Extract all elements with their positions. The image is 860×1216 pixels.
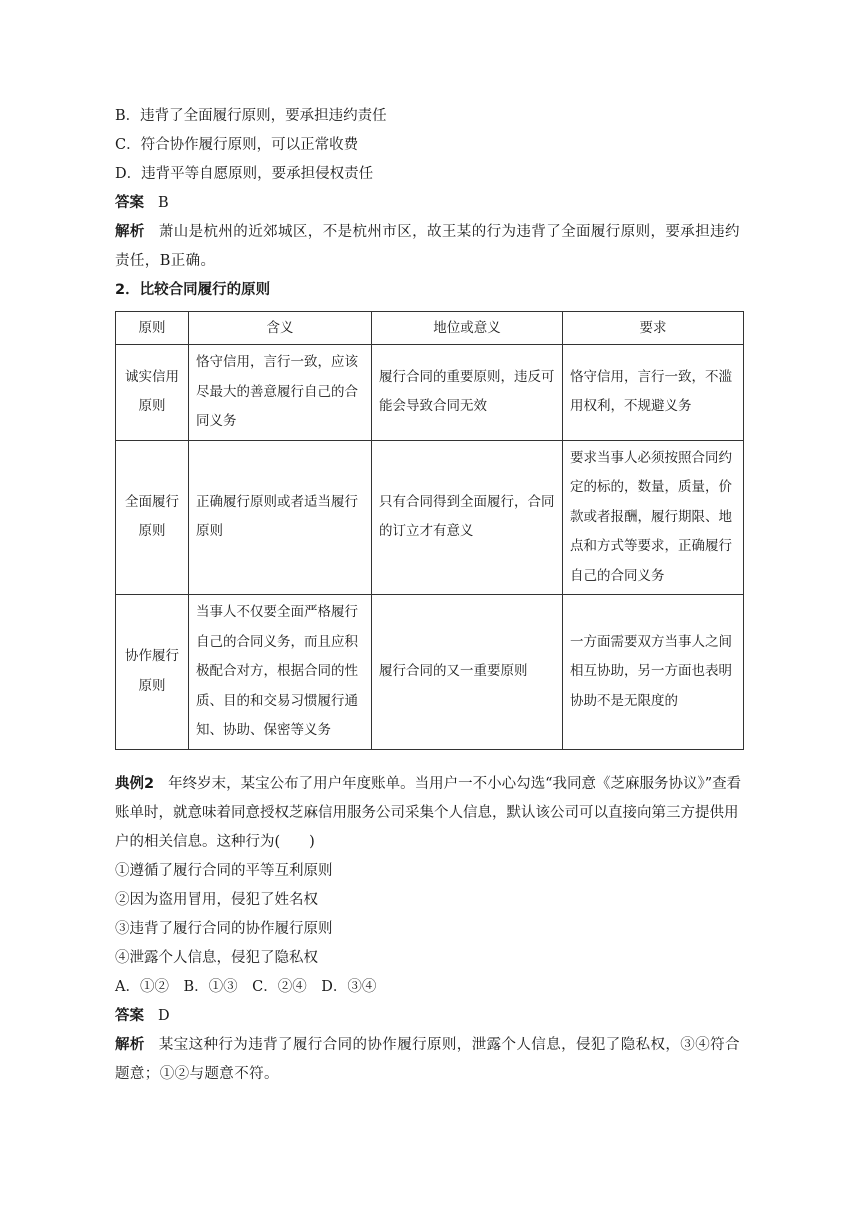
option-c: C．符合协作履行原则，可以正常收费	[115, 137, 359, 153]
table-row	[116, 595, 744, 750]
explanation-text: 某宝这种行为违背了履行合同的协作履行原则，泄露个人信息，侵犯了隐私权，③④符合题意；①②与题意不符。	[115, 1036, 740, 1082]
table-cell: 诚实信用原则	[116, 345, 189, 441]
table-cell: 要求当事人必须按照合同约定的标的，数量，质量，价款或者报酬，履行期限、地点和方式等要求，正确履行自己的合同义务	[563, 440, 744, 595]
table-cell: 全面履行原则	[116, 440, 189, 595]
table-header-cell: 要求	[563, 312, 744, 345]
table-cell: 恪守信用，言行一致，不滥用权利，不规避义务	[563, 345, 744, 441]
example-stem: 年终岁末，某宝公布了用户年度账单。当用户一不小心勾选“我同意《芝麻服务协议》”查看账单时，就意味着同意授权芝麻信用服务公司采集个人信息，默认该公司可以直接向第三方提供用户的相关信息。这种行为( )	[115, 775, 742, 850]
explanation-text: 萧山是杭州的近郊城区，不是杭州市区，故王某的行为违背了全面履行原则，要承担违约责任，B正确。	[115, 224, 740, 269]
example-2	[115, 770, 745, 857]
table-header-cell: 原则	[116, 312, 189, 345]
table-row	[116, 345, 744, 441]
table-header-cell: 地位或意义	[372, 312, 563, 345]
answer-choices: A．①② B．①③ C．②④ D．③④	[115, 978, 377, 995]
statement-4: ④泄露个人信息，侵犯了隐私权	[115, 949, 318, 966]
example-label: 典例2	[115, 775, 155, 792]
answer-label: 答案	[115, 195, 144, 211]
table-cell: 履行合同的重要原则，违反可能会导致合同无效	[372, 345, 563, 441]
statement-1: ①遵循了履行合同的平等互利原则	[115, 862, 333, 879]
document-page	[115, 102, 745, 1089]
answer-value: D	[158, 1007, 170, 1024]
answer-1	[115, 189, 745, 218]
explanation-label: 解析	[115, 224, 145, 240]
table-cell: 一方面需要双方当事人之间相互协助，另一方面也表明协助不是无限度的	[563, 595, 744, 750]
table-cell: 协作履行原则	[116, 595, 189, 750]
table-header-row	[116, 312, 744, 345]
table-cell: 当事人不仅要全面严格履行自己的合同义务，而且应积极配合对方，根据合同的性质、目的和交易习惯履行通知、协助、保密等义务	[189, 595, 372, 750]
table-cell: 恪守信用，言行一致，应该尽最大的善意履行自己的合同义务	[189, 345, 372, 441]
table-cell: 只有合同得到全面履行，合同的订立才有意义	[372, 440, 563, 595]
answer-2	[115, 1002, 745, 1031]
explanation-2	[115, 1031, 745, 1089]
option-d: D．违背平等自愿原则，要承担侵权责任	[115, 166, 374, 182]
table-cell: 履行合同的又一重要原则	[372, 595, 563, 750]
table-cell: 正确履行原则或者适当履行原则	[189, 440, 372, 595]
statement-3: ③违背了履行合同的协作履行原则	[115, 920, 333, 937]
explanation-1	[115, 218, 745, 276]
section-heading: 2．比较合同履行的原则	[115, 282, 271, 298]
answer-label: 答案	[115, 1007, 144, 1024]
statement-2: ②因为盗用冒用，侵犯了姓名权	[115, 891, 318, 908]
comparison-table	[115, 311, 744, 750]
option-b: B．违背了全面履行原则，要承担违约责任	[115, 108, 387, 124]
explanation-label: 解析	[115, 1036, 145, 1053]
table-header-cell: 含义	[189, 312, 372, 345]
table-row	[116, 440, 744, 595]
answer-value: B	[158, 195, 169, 211]
